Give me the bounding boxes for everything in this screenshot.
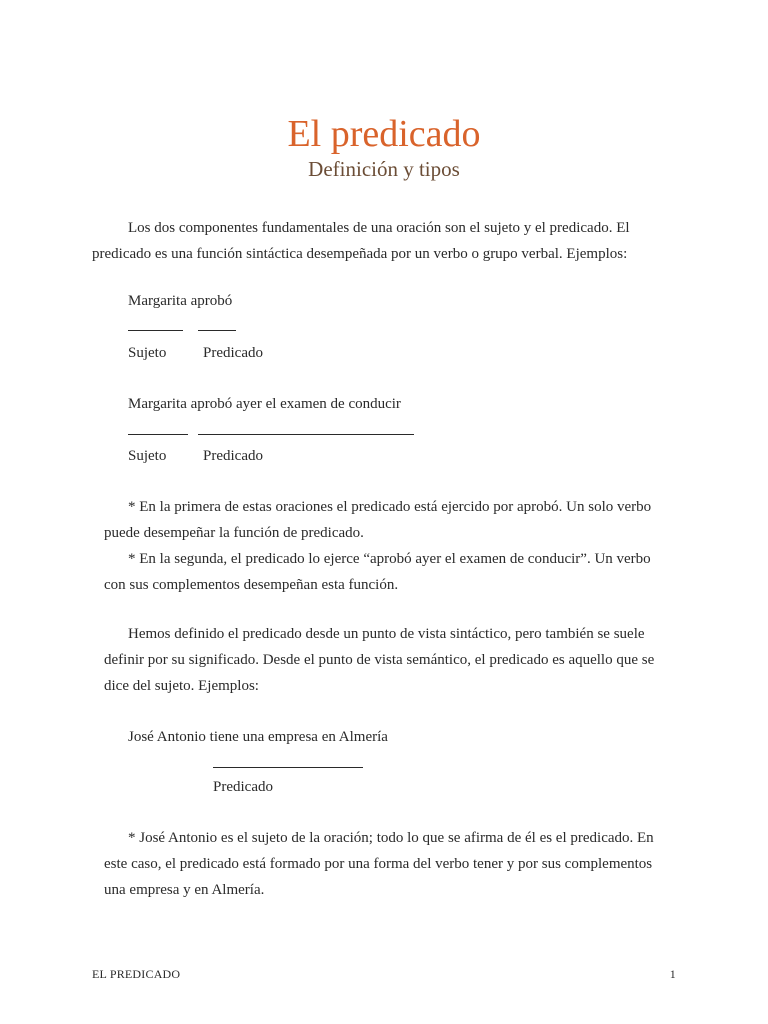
footer-running-title: EL PREDICADO [92, 967, 181, 981]
note3-line-1: * José Antonio es el sujeto de la oración; todo lo que se afirma de él es el predicado. En [128, 830, 654, 846]
example2-predicate-underline [198, 434, 414, 435]
semantic-line-1: Hemos definido el predicado desde un punto de vista sintáctico, pero también se suele [128, 626, 645, 642]
note3-line-2: este caso, el predicado está formado por una forma del verbo tener y por sus complementos [104, 856, 653, 872]
example2-predicate-label: Predicado [203, 448, 263, 464]
note1-line-1: * En la primera de estas oraciones el predicado está ejercido por aprobó. Un solo verbo [128, 499, 652, 515]
example1-predicate-underline [198, 330, 236, 331]
note2-line-1: * En la segunda, el predicado lo ejerce “aprobó ayer el examen de conducir”. Un verbo [128, 551, 651, 567]
example1-predicate-label: Predicado [203, 345, 263, 361]
example2-sentence: Margarita aprobó ayer el examen de conducir [128, 396, 401, 412]
example1-subject-label: Sujeto [128, 345, 167, 361]
page-title: El predicado [287, 113, 481, 155]
semantic-line-3: dice del sujeto. Ejemplos: [104, 678, 259, 694]
example2-subject-underline [128, 434, 188, 435]
example3-sentence: José Antonio tiene una empresa en Almería [128, 729, 388, 745]
example3-predicate-label: Predicado [213, 779, 273, 795]
note1-line-2: puede desempeñar la función de predicado. [104, 525, 364, 541]
example3-predicate-underline [213, 767, 363, 768]
page-subtitle: Definición y tipos [308, 157, 460, 181]
intro-line-2: predicado es una función sintáctica desempeñada por un verbo o grupo verbal. Ejemplos: [92, 246, 628, 262]
note2-line-2: con sus complementos desempeñan esta función. [104, 577, 399, 593]
example1-sentence: Margarita aprobó [128, 293, 233, 309]
example2-subject-label: Sujeto [128, 448, 167, 464]
example1-subject-underline [128, 330, 183, 331]
intro-line-1: Los dos componentes fundamentales de una oración son el sujeto y el predicado. El [128, 220, 630, 236]
note3-line-3: una empresa y en Almería. [104, 882, 265, 898]
semantic-line-2: definir por su significado. Desde el punto de vista semántico, el predicado es aquello que se [104, 652, 655, 668]
footer-page-number: 1 [669, 967, 676, 981]
